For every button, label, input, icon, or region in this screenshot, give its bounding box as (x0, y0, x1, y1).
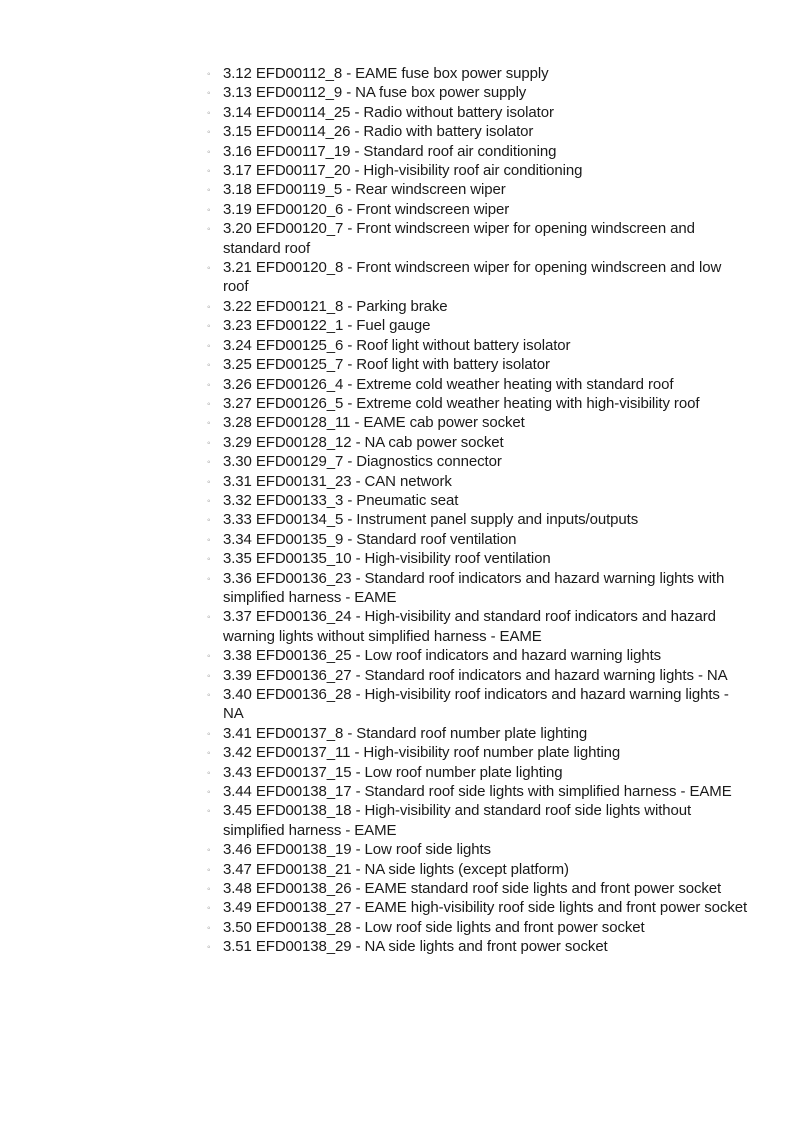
bullet-icon: ◦ (207, 690, 211, 701)
bullet-icon: ◦ (207, 651, 211, 663)
bullet-icon: ◦ (207, 107, 211, 119)
list-item (205, 142, 750, 161)
toc-entry-link[interactable]: 3.38 EFD00136_25 - Low roof indicators and hazard warning lights (223, 647, 662, 665)
bullet-icon: ◦ (207, 495, 211, 507)
bullet-icon: ◦ (207, 166, 211, 178)
toc-entry-link[interactable]: 3.48 EFD00138_26 - EAME standard roof side lights and front power socket (223, 880, 722, 898)
toc-entry-link[interactable]: 3.36 EFD00136_23 - Standard roof indicators and hazard warning lights with simplified harness - EAME (223, 569, 725, 606)
bullet-icon: ◦ (207, 476, 211, 488)
toc-entry-link[interactable]: 3.30 EFD00129_7 - Diagnostics connector (223, 453, 502, 471)
toc-entry-link[interactable]: 3.23 EFD00122_1 - Fuel gauge (223, 317, 431, 335)
list-item (205, 549, 750, 568)
bullet-icon: ◦ (207, 573, 211, 585)
list-item (205, 433, 750, 452)
bullet-icon: ◦ (207, 418, 211, 430)
list-item (205, 763, 750, 782)
bullet-icon: ◦ (207, 69, 211, 80)
list-item (205, 452, 750, 471)
bullet-icon: ◦ (207, 884, 211, 896)
bullet-icon: ◦ (207, 845, 211, 857)
bullet-icon: ◦ (207, 224, 211, 236)
bullet-icon: ◦ (207, 670, 211, 682)
toc-entry-link[interactable]: 3.47 EFD00138_21 - NA side lights (except platform) (223, 860, 569, 878)
toc-entry-link[interactable]: 3.25 EFD00125_7 - Roof light with battery isolator (223, 356, 550, 374)
toc-entry-link[interactable]: 3.15 EFD00114_26 - Radio with battery isolator (223, 123, 534, 141)
list-item (205, 724, 750, 743)
list-item (205, 918, 750, 937)
toc-entry-link[interactable]: 3.20 EFD00120_7 - Front windscreen wiper for opening windscreen and standard roof (223, 220, 695, 257)
toc-entry-link[interactable]: 3.44 EFD00138_17 - Standard roof side lights with simplified harness - EAME (223, 783, 732, 801)
bullet-icon: ◦ (207, 398, 211, 410)
toc-entry-link[interactable]: 3.40 EFD00136_28 - High-visibility roof indicators and hazard warning lights - NA (223, 686, 729, 723)
bullet-icon: ◦ (207, 942, 211, 954)
list-item (205, 413, 750, 432)
bullet-icon: ◦ (207, 204, 211, 216)
list-item (205, 569, 750, 608)
bullet-icon: ◦ (207, 457, 211, 469)
list-item (205, 937, 750, 956)
list-item (205, 510, 750, 529)
toc-entry-link[interactable]: 3.13 EFD00112_9 - NA fuse box power supply (223, 84, 527, 102)
list-item (205, 64, 750, 83)
bullet-icon: ◦ (207, 534, 211, 546)
toc-entry-link[interactable]: 3.22 EFD00121_8 - Parking brake (223, 297, 448, 315)
bullet-icon: ◦ (207, 146, 211, 158)
bullet-icon: ◦ (207, 88, 211, 100)
list-item (205, 898, 750, 917)
toc-entry-link[interactable]: 3.35 EFD00135_10 - High-visibility roof ventilation (223, 550, 551, 568)
bullet-icon: ◦ (207, 806, 211, 818)
toc-entry-link[interactable]: 3.33 EFD00134_5 - Instrument panel supply and inputs/outputs (223, 511, 639, 529)
toc-entry-link[interactable]: 3.42 EFD00137_11 - High-visibility roof number plate lighting (223, 744, 621, 762)
toc-entry-link[interactable]: 3.27 EFD00126_5 - Extreme cold weather heating with high-visibility roof (223, 394, 700, 412)
list-item (205, 860, 750, 879)
toc-entry-link[interactable]: 3.14 EFD00114_25 - Radio without battery isolator (223, 103, 554, 121)
list-item (205, 161, 750, 180)
toc-entry-link[interactable]: 3.29 EFD00128_12 - NA cab power socket (223, 433, 504, 451)
list-item (205, 219, 750, 258)
toc-entry-link[interactable]: 3.19 EFD00120_6 - Front windscreen wiper (223, 200, 510, 218)
toc-entry-link[interactable]: 3.18 EFD00119_5 - Rear windscreen wiper (223, 181, 506, 199)
list-item (205, 297, 750, 316)
list-item (205, 83, 750, 102)
toc-entry-link[interactable]: 3.31 EFD00131_23 - CAN network (223, 472, 452, 490)
bullet-icon: ◦ (207, 263, 211, 275)
toc-entry-link[interactable]: 3.24 EFD00125_6 - Roof light without battery isolator (223, 336, 571, 354)
toc-entry-link[interactable]: 3.50 EFD00138_28 - Low roof side lights and front power socket (223, 918, 645, 936)
bullet-icon: ◦ (207, 554, 211, 566)
list-item (205, 122, 750, 141)
toc-entry-link[interactable]: 3.12 EFD00112_8 - EAME fuse box power supply (223, 65, 549, 82)
bullet-icon: ◦ (207, 728, 211, 740)
toc-entry-link[interactable]: 3.45 EFD00138_18 - High-visibility and standard roof side lights without simplified harness - EAME (223, 802, 692, 839)
bullet-icon: ◦ (207, 185, 211, 197)
toc-entry-link[interactable]: 3.32 EFD00133_3 - Pneumatic seat (223, 491, 459, 509)
bullet-icon: ◦ (207, 787, 211, 799)
list-item (205, 472, 750, 491)
list-item (205, 530, 750, 549)
toc-entry-link[interactable]: 3.41 EFD00137_8 - Standard roof number plate lighting (223, 724, 588, 742)
list-item (205, 491, 750, 510)
toc-entry-link[interactable]: 3.39 EFD00136_27 - Standard roof indicators and hazard warning lights - NA (223, 666, 728, 684)
toc-entry-link[interactable]: 3.43 EFD00137_15 - Low roof number plate lighting (223, 763, 563, 781)
list-item (205, 685, 750, 724)
bullet-icon: ◦ (207, 379, 211, 391)
list-item (205, 355, 750, 374)
table-of-contents-list (205, 64, 750, 957)
list-item (205, 316, 750, 335)
list-item (205, 646, 750, 665)
bullet-icon: ◦ (207, 903, 211, 915)
bullet-icon: ◦ (207, 437, 211, 449)
toc-entry-link[interactable]: 3.26 EFD00126_4 - Extreme cold weather heating with standard roof (223, 375, 674, 393)
bullet-icon: ◦ (207, 612, 211, 624)
bullet-icon: ◦ (207, 922, 211, 934)
list-item (205, 879, 750, 898)
list-item (205, 743, 750, 762)
toc-entry-link[interactable]: 3.37 EFD00136_24 - High-visibility and standard roof indicators and hazard warning lights without simplified harness - EAME (223, 608, 716, 645)
list-item (205, 801, 750, 840)
list-item (205, 666, 750, 685)
list-item (205, 607, 750, 646)
bullet-icon: ◦ (207, 127, 211, 139)
bullet-icon: ◦ (207, 767, 211, 779)
toc-entry-link[interactable]: 3.51 EFD00138_29 - NA side lights and front power socket (223, 938, 608, 956)
list-item (205, 782, 750, 801)
bullet-icon: ◦ (207, 515, 211, 527)
list-item (205, 103, 750, 122)
list-item (205, 336, 750, 355)
bullet-icon: ◦ (207, 864, 211, 876)
bullet-icon: ◦ (207, 360, 211, 372)
toc-entry-link[interactable]: 3.34 EFD00135_9 - Standard roof ventilation (223, 530, 517, 548)
list-item (205, 394, 750, 413)
bullet-icon: ◦ (207, 340, 211, 352)
list-item (205, 375, 750, 394)
list-item (205, 840, 750, 859)
toc-entry-link[interactable]: 3.17 EFD00117_20 - High-visibility roof air conditioning (223, 162, 583, 180)
bullet-icon: ◦ (207, 321, 211, 333)
list-item (205, 258, 750, 297)
bullet-icon: ◦ (207, 301, 211, 313)
list-item (205, 200, 750, 219)
toc-entry-link[interactable]: 3.46 EFD00138_19 - Low roof side lights (223, 841, 491, 859)
toc-entry-link[interactable]: 3.49 EFD00138_27 - EAME high-visibility roof side lights and front power socket (223, 899, 748, 917)
list-item (205, 180, 750, 199)
bullet-icon: ◦ (207, 748, 211, 760)
toc-entry-link[interactable]: 3.21 EFD00120_8 - Front windscreen wiper for opening windscreen and low roof (223, 259, 722, 296)
toc-entry-link[interactable]: 3.28 EFD00128_11 - EAME cab power socket (223, 414, 525, 432)
toc-entry-link[interactable]: 3.16 EFD00117_19 - Standard roof air conditioning (223, 142, 557, 160)
